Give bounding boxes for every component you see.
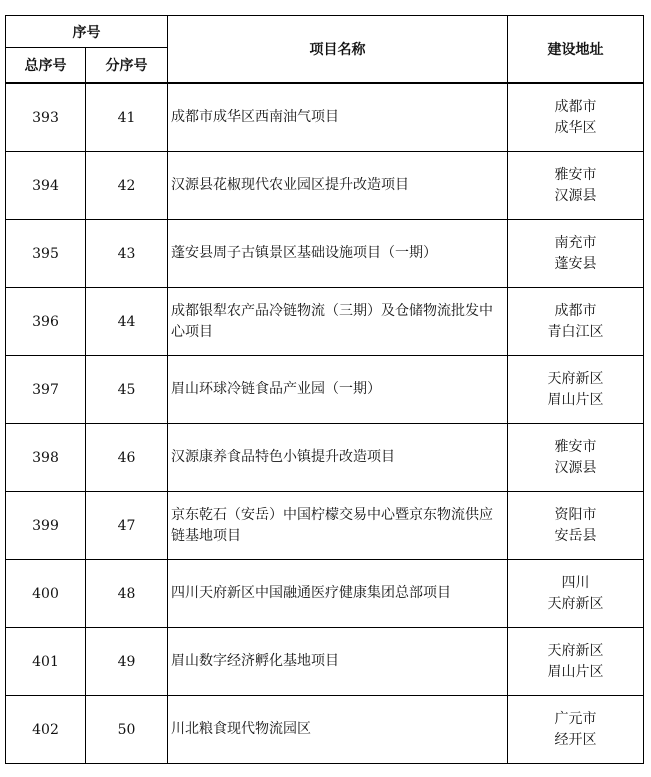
total-seq-cell: 394	[6, 152, 86, 220]
project-name-cell: 汉源康养食品特色小镇提升改造项目	[168, 424, 508, 492]
sub-seq-cell: 41	[86, 83, 168, 152]
table-row	[6, 220, 644, 288]
project-name-cell: 蓬安县周子古镇景区基础设施项目（一期）	[168, 220, 508, 288]
location-cell	[508, 492, 644, 560]
sub-seq-cell: 46	[86, 424, 168, 492]
location-city: 四川	[561, 574, 590, 591]
total-seq-cell: 400	[6, 560, 86, 628]
location-district: 眉山片区	[547, 391, 604, 408]
location-city: 南充市	[554, 234, 597, 251]
location-city: 雅安市	[554, 438, 597, 455]
sub-seq-cell: 43	[86, 220, 168, 288]
location-city: 天府新区	[547, 370, 604, 387]
table-row	[6, 288, 644, 356]
location-header: 建设地址	[508, 16, 644, 84]
location-cell	[508, 356, 644, 424]
table-row	[6, 560, 644, 628]
location-cell	[508, 152, 644, 220]
project-name-cell: 眉山环球冷链食品产业园（一期）	[168, 356, 508, 424]
location-city: 雅安市	[554, 166, 597, 183]
project-name-cell: 四川天府新区中国融通医疗健康集团总部项目	[168, 560, 508, 628]
sub-seq-header: 分序号	[86, 48, 168, 84]
sub-seq-cell: 49	[86, 628, 168, 696]
total-seq-cell: 395	[6, 220, 86, 288]
location-cell	[508, 696, 644, 764]
table-row	[6, 628, 644, 696]
location-cell	[508, 560, 644, 628]
seq-header: 序号	[6, 16, 168, 48]
table-body	[6, 83, 644, 764]
sub-seq-cell: 44	[86, 288, 168, 356]
table-row	[6, 152, 644, 220]
location-district: 汉源县	[554, 459, 597, 476]
location-district: 汉源县	[554, 187, 597, 204]
location-city: 成都市	[554, 302, 597, 319]
project-name-cell: 汉源县花椒现代农业园区提升改造项目	[168, 152, 508, 220]
location-district: 眉山片区	[547, 663, 604, 680]
location-cell	[508, 628, 644, 696]
location-district: 蓬安县	[554, 255, 597, 272]
location-district: 天府新区	[547, 595, 604, 612]
project-table	[5, 15, 644, 764]
table-row	[6, 696, 644, 764]
location-cell	[508, 424, 644, 492]
location-cell	[508, 83, 644, 152]
table-row	[6, 492, 644, 560]
total-seq-cell: 399	[6, 492, 86, 560]
sub-seq-cell: 48	[86, 560, 168, 628]
sub-seq-cell: 42	[86, 152, 168, 220]
location-city: 成都市	[554, 98, 597, 115]
name-header: 项目名称	[168, 16, 508, 84]
location-district: 经开区	[554, 731, 597, 748]
location-city: 天府新区	[547, 642, 604, 659]
project-name-cell: 京东乾石（安岳）中国柠檬交易中心暨京东物流供应链基地项目	[168, 492, 508, 560]
location-district: 安岳县	[554, 527, 597, 544]
location-district: 成华区	[554, 119, 597, 136]
sub-seq-cell: 47	[86, 492, 168, 560]
sub-seq-cell: 45	[86, 356, 168, 424]
location-cell	[508, 288, 644, 356]
total-seq-cell: 398	[6, 424, 86, 492]
project-name-cell: 眉山数字经济孵化基地项目	[168, 628, 508, 696]
table-row	[6, 83, 644, 152]
project-name-cell: 成都银犁农产品冷链物流（三期）及仓储物流批发中心项目	[168, 288, 508, 356]
sub-seq-cell: 50	[86, 696, 168, 764]
location-city: 资阳市	[554, 506, 597, 523]
project-name-cell: 成都市成华区西南油气项目	[168, 83, 508, 152]
total-seq-cell: 396	[6, 288, 86, 356]
project-name-cell: 川北粮食现代物流园区	[168, 696, 508, 764]
location-city: 广元市	[554, 710, 597, 727]
table-row	[6, 424, 644, 492]
total-seq-header: 总序号	[6, 48, 86, 84]
table-row	[6, 356, 644, 424]
total-seq-cell: 402	[6, 696, 86, 764]
location-cell	[508, 220, 644, 288]
total-seq-cell: 397	[6, 356, 86, 424]
location-district: 青白江区	[547, 323, 604, 340]
total-seq-cell: 401	[6, 628, 86, 696]
total-seq-cell: 393	[6, 83, 86, 152]
